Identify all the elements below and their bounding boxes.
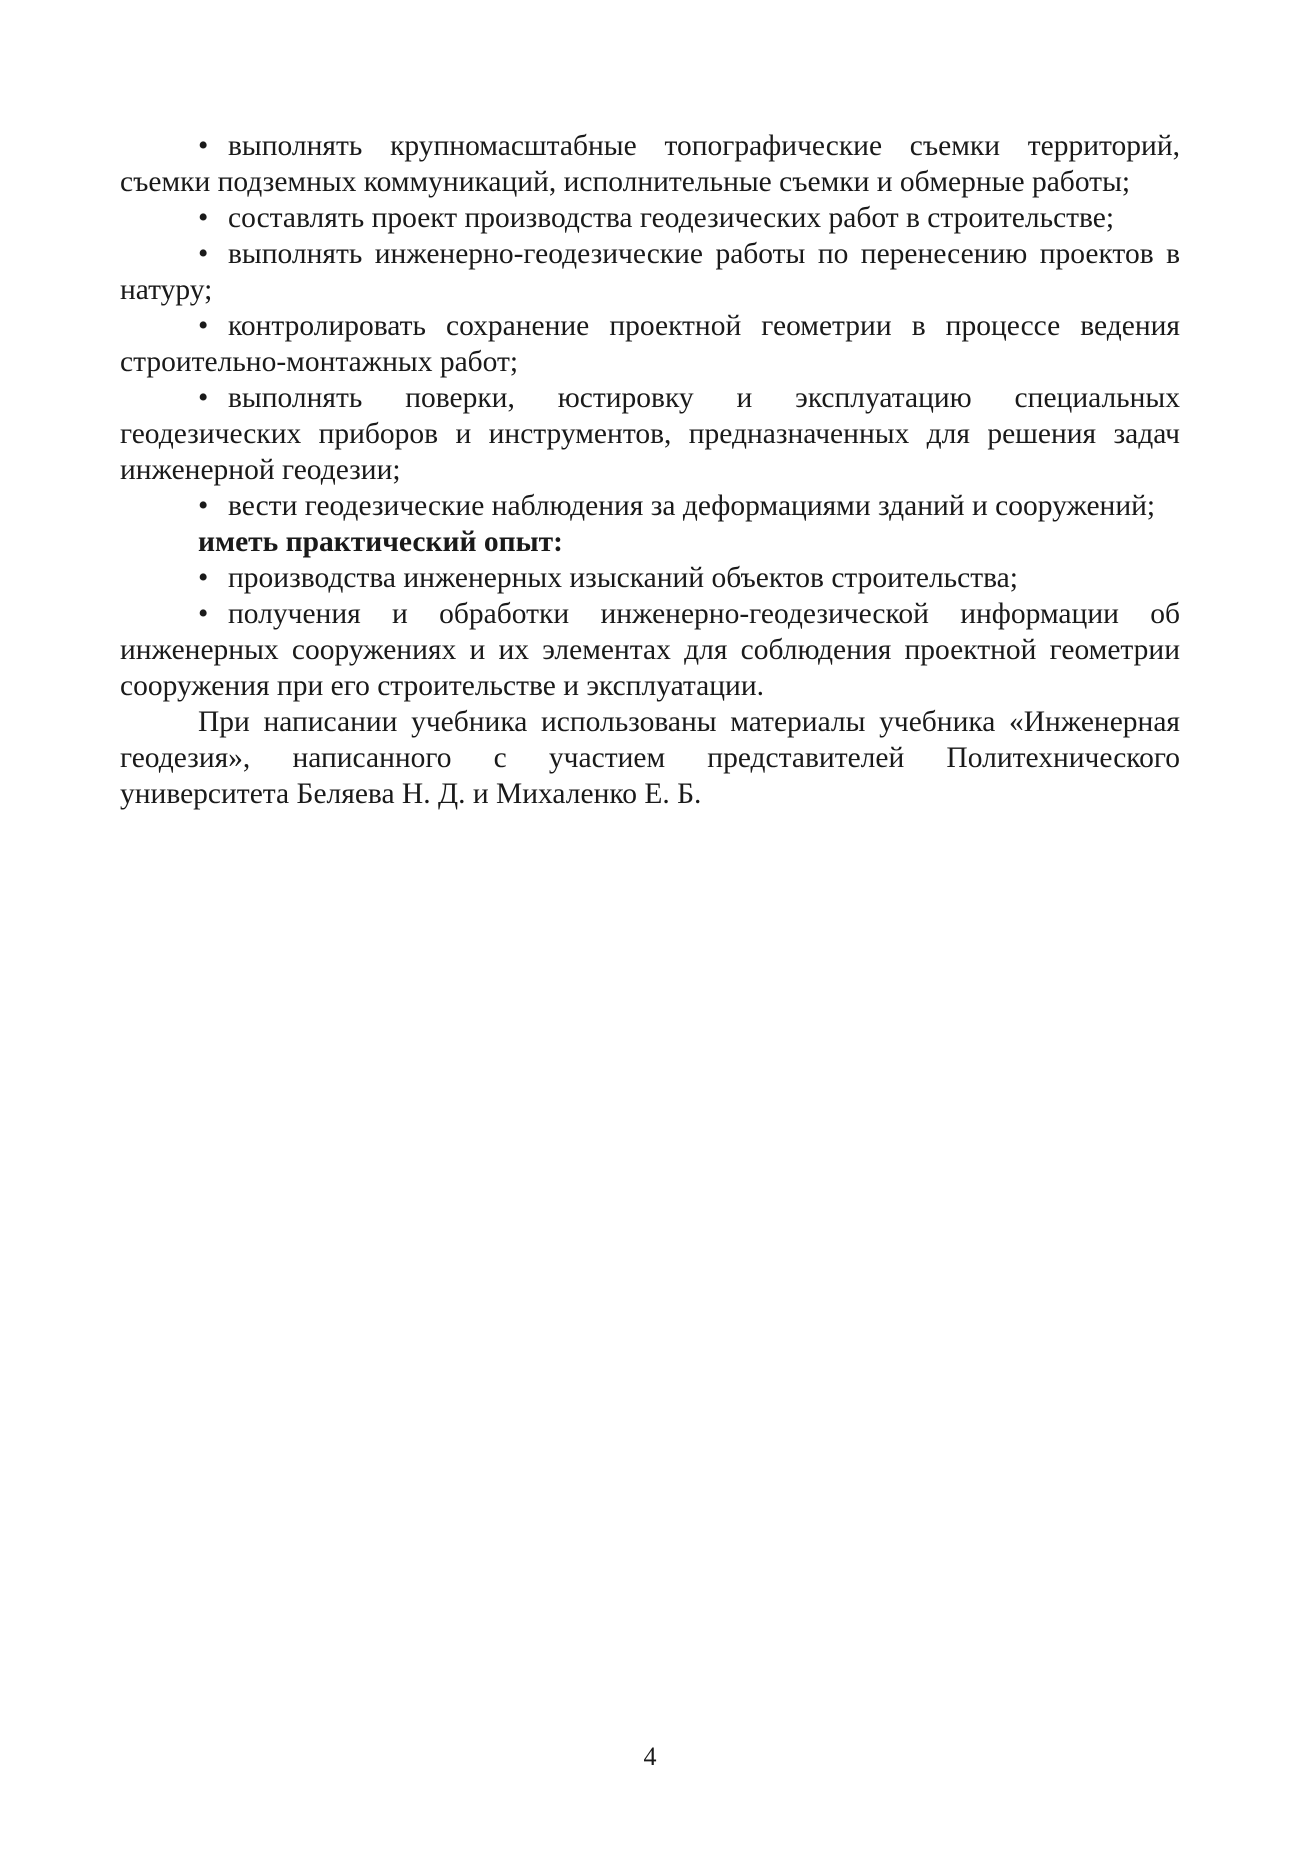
bullet-icon: • [198,598,209,630]
section-subheading: иметь практический опыт: [198,526,563,558]
bullet-icon: • [198,202,209,234]
bullet-icon: • [198,310,209,342]
list-item [120,236,1180,308]
bullet-icon: • [198,130,209,162]
bullet-icon: • [198,238,209,270]
list-item [120,200,1180,236]
bullet-icon: • [198,562,209,594]
bullet-icon: • [198,490,209,522]
list-item [120,596,1180,704]
page-number: 4 [643,1742,657,1771]
list-item-text: вести геодезические наблюдения за деформациями зданий и сооружений; [228,490,1156,522]
list-item-text: производства инженерных изысканий объектов строительства; [228,562,1018,594]
list-item-text: выполнять инженерно-геодезические работы по перенесению проектов в натуру; [120,238,1180,306]
list-item-text: выполнять поверки, юстировку и эксплуатацию специальных геодезических приборов и инструментов, предназначенных для решения задач инженерной геодезии; [120,382,1180,486]
list-item-text: составлять проект производства геодезических работ в строительстве; [228,202,1115,234]
document-body [120,128,1180,812]
list-item [120,560,1180,596]
list-item [120,488,1180,524]
list-item-text: выполнять крупномасштабные топографические съемки территорий, съемки подземных коммуникаций, исполнительные съемки и обмерные работы; [120,130,1180,198]
closing-paragraph: При написании учебника использованы материалы учебника «Инженерная геодезия», написанного с участием представителей Политехнического университета Беляева Н. Д. и Михаленко Е. Б. [120,706,1180,810]
bullet-icon: • [198,382,209,414]
list-item-text: получения и обработки инженерно-геодезической информации об инженерных сооружениях и их элементах для соблюдения проектной геометрии сооружения при его строительстве и эксплуатации. [120,598,1180,702]
list-item [120,128,1180,200]
list-item [120,308,1180,380]
list-item-text: контролировать сохранение проектной геометрии в процессе ведения строительно-монтажных работ; [120,310,1180,378]
list-item [120,380,1180,488]
